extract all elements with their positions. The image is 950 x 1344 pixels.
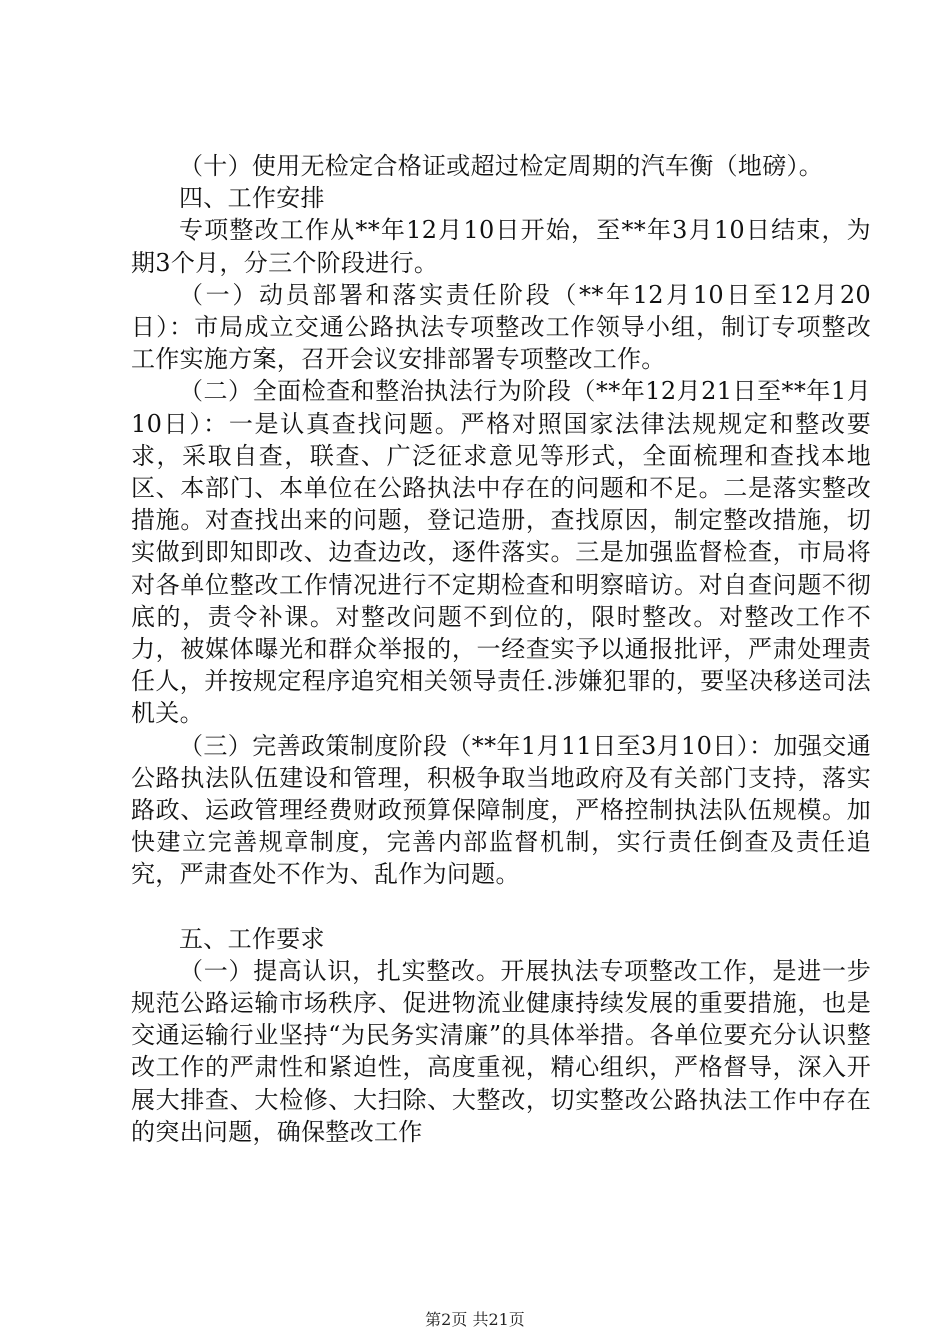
- paragraph-schedule: 专项整改工作从**年12月10日开始，至**年3月10日结束，为期3个月，分三个阶段进行。: [131, 216, 871, 277]
- paragraph-requirement-1: （一）提高认识，扎实整改。开展执法专项整改工作，是进一步规范公路运输市场秩序、促进物流业健康持续发展的重要措施，也是交通运输行业坚持“为民务实清廉”的具体举措。各单位要充分认识整改工作的严肃性和紧迫性，高度重视，精心组织，严格督导，深入开展大排查、大检修、大扫除、大整改，切实整改公路执法工作中存在的突出问题，确保整改工作: [131, 956, 871, 1146]
- paragraph-phase-1: （一）动员部署和落实责任阶段（**年12月10日至12月20日）：市局成立交通公路执法专项整改工作领导小组，制订专项整改工作实施方案，召开会议安排部署专项整改工作。: [131, 280, 871, 374]
- page-footer: 第2页 共21页: [425, 1310, 525, 1329]
- document-body: [131, 150, 871, 1148]
- paragraph-item-10: （十）使用无检定合格证或超过检定周期的汽车衡（地磅）。: [179, 152, 824, 180]
- paragraph-phase-2: （二）全面检查和整治执法行为阶段（**年12月21日至**年1月10日）：一是认真查找问题。严格对照国家法律法规规定和整改要求，采取自查，联查、广泛征求意见等形式，全面梳理和查找本地区、本部门、本单位在公路执法中存在的问题和不足。二是落实整改措施。对查找出来的问题，登记造册，查找原因，制定整改措施，切实做到即知即改、边查边改，逐件落实。三是加强监督检查，市局将对各单位整改工作情况进行不定期检查和明察暗访。对自查问题不彻底的，责令补课。对整改问题不到位的，限时整改。对整改工作不力，被媒体曝光和群众举报的，一经查实予以通报批评，严肃处理责任人，并按规定程序追究相关领导责任.涉嫌犯罪的，要坚决移送司法机关。: [131, 377, 871, 728]
- paragraph-spacer: [131, 891, 871, 923]
- section-heading-work-arrangement: 四、工作安排: [179, 184, 325, 213]
- section-heading-work-requirements: 五、工作要求: [179, 924, 325, 953]
- paragraph-phase-3: （三）完善政策制度阶段（**年1月11日至3月10日）：加强交通公路执法队伍建设和管理，积极争取当地政府及有关部门支持，落实路政、运政管理经费财政预算保障制度，严格控制执法队伍规模。加快建立完善规章制度，完善内部监督机制，实行责任倒查及责任追究，严肃查处不作为、乱作为问题。: [131, 731, 871, 889]
